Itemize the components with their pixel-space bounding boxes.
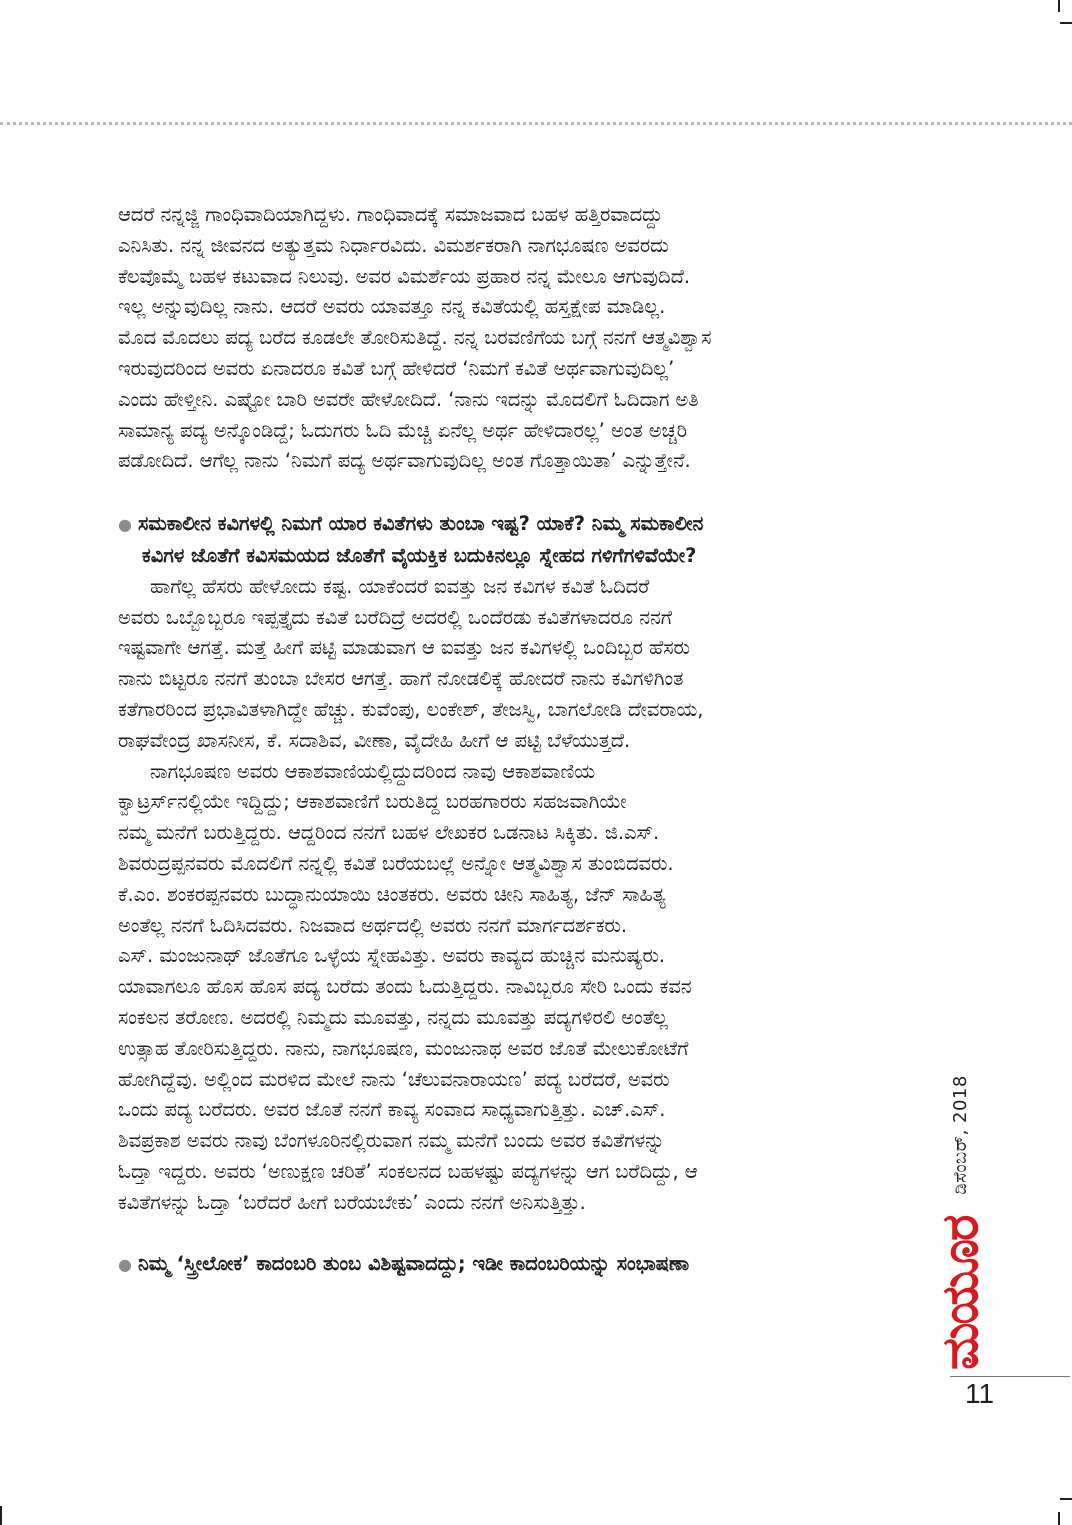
text-line: ರಾಘವೇಂದ್ರ ಖಾಸನೀಸ, ಕೆ. ಸದಾಶಿವ, ವೀಣಾ, ವೈದೇಹಿ ಹೀಗೆ ಆ ಪಟ್ಟಿ ಬೆಳೆಯುತ್ತದೆ. [118, 728, 631, 752]
text-line: ಕೆಲವೊಮ್ಮೆ ಬಹಳ ಕಟುವಾದ ನಿಲುವು. ಅವರ ವಿಮರ್ಶೆಯ ಪ್ರಹಾರ ನನ್ನ ಮೇಲೂ ಆಗುವುದಿದೆ. [118, 264, 691, 288]
crop-mark-bottom [1058, 1512, 1060, 1525]
text-line: ಶಿವಪ್ರಕಾಶ ಅವರು ನಾವು ಬೆಂಗಳೂರಿನಲ್ಲಿರುವಾಗ ನಮ್ಮ ಮನೆಗೆ ಬಂದು ಅವರ ಕವಿತೆಗಳನ್ನು [118, 1129, 665, 1153]
text-line: ಒಂದು ಪದ್ಯ ಬರೆದರು. ಅವರ ಜೊತೆ ನನಗೆ ಕಾವ್ಯ ಸಂವಾದ ಸಾಧ್ಯವಾಗುತ್ತಿತ್ತು. ಎಚ್.ಎಸ್. [118, 1098, 666, 1122]
answer-1b [118, 757, 918, 1219]
answer-1a [118, 572, 918, 757]
text-line: ಎಸ್. ಮಂಜುನಾಥ್ ಜೊತೆಗೂ ಒಳ್ಳೆಯ ಸ್ನೇಹವಿತ್ತು. ಅವರು ಕಾವ್ಯದ ಹುಚ್ಚಿನ ಮನುಷ್ಯರು. [118, 944, 666, 968]
text-line: ಸಂಕಲನ ತರೋಣ. ಅದರಲ್ಲಿ ನಿಮ್ಮದು ಮೂವತ್ತು, ನನ್ನದು ಮೂವತ್ತು ಪದ್ಯಗಳಿರಲಿ ಅಂತೆಲ್ಲ [118, 1005, 668, 1029]
text-line: ಹೋಗಿದ್ದೆವು. ಅಲ್ಲಿಂದ ಮರಳಿದ ಮೇಲೆ ನಾನು ‘ಚೆಲುವನಾರಾಯಣ’ ಪದ್ಯ ಬರೆದರೆ, ಅವರು [118, 1067, 670, 1091]
spacer [118, 1219, 918, 1249]
text-line: ಉತ್ಸಾಹ ತೋರಿಸುತ್ತಿದ್ದರು. ನಾನು, ನಾಗಭೂಷಣ, ಮಂಜುನಾಥ ಅವರ ಜೊತೆ ಮೇಲುಕೋಟೆಗೆ [118, 1036, 689, 1060]
question-1 [118, 509, 918, 572]
text-line: ಅವರು ಒಬ್ಬೊಬ್ಬರೂ ಇಪ್ಪತ್ತೈದು ಕವಿತೆ ಬರೆದಿದ್ರೆ ಅದರಲ್ಲಿ ಒಂದೆರಡು ಕವಿತೆಗಳಾದರೂ ನನಗೆ [118, 605, 673, 629]
text-line: ಎಂದು ಹೇಳ್ತೀನಿ. ಎಷ್ಟೋ ಬಾರಿ ಅವರೇ ಹೇಳೋದಿದೆ. ‘ನಾನು ಇದನ್ನು ಮೊದಲಿಗೆ ಓದಿದಾಗ ಅತಿ [118, 387, 699, 411]
issue-date: ಡಿಸೆಂಬರ್, 2018 [949, 1075, 971, 1195]
text-line: ನಾನು ಬಿಟ್ಟರೂ ನನಗೆ ತುಂಬಾ ಬೇಸರ ಆಗತ್ತೆ. ಹಾಗೆ ನೋಡಲಿಕ್ಕೆ ಹೋದರೆ ನಾನು ಕವಿಗಳಿಗಿಂತ [118, 667, 684, 691]
text-line: ಕತೆಗಾರರಿಂದ ಪ್ರಭಾವಿತಳಾಗಿದ್ದೇ ಹೆಚ್ಚು. ಕುವೆಂಪು, ಲಂಕೇಶ್, ತೇಜಸ್ವಿ, ಬಾಗಲೋಡಿ ದೇವರಾಯ, [118, 697, 704, 721]
text-line: ಕವಿತೆಗಳನ್ನು ಓದ್ತಾ ‘ಬರೆದರೆ ಹೀಗೆ ಬರೆಯಬೇಕು’ ಎಂದು ನನಗೆ ಅನಿಸುತ್ತಿತ್ತು. [118, 1190, 586, 1214]
question-2 [118, 1249, 918, 1281]
text-line: ಇಷ್ಟವಾಗೇ ಆಗತ್ತೆ. ಮತ್ತೆ ಹೀಗೆ ಪಟ್ಟಿ ಮಾಡುವಾಗ ಆ ಐವತ್ತು ಜನ ಕವಿಗಳಲ್ಲಿ ಒಂದಿಬ್ಬರ ಹೆಸರು [118, 636, 690, 660]
header-dotted-rule [0, 122, 1072, 125]
text-line: ಹಾಗೆಲ್ಲ ಹೆಸರು ಹೇಳೋದು ಕಷ್ಟ. ಯಾಕೆಂದರೆ ಐವತ್ತು ಜನ ಕವಿಗಳ ಕವಿತೆ ಓದಿದರೆ [150, 574, 650, 598]
text-line: ಕ್ವಾಟ್ರರ್ಸ್‌ನಲ್ಲಿಯೇ ಇದ್ದಿದ್ದು; ಆಕಾಶವಾಣಿಗೆ ಬರುತಿದ್ದ ಬರಹಗಾರರು ಸಹಜವಾಗಿಯೇ [118, 790, 627, 814]
text-line: ಎನಿಸಿತು. ನನ್ನ ಜೀವನದ ಅತ್ಯುತ್ತಮ ನಿರ್ಧಾರವಿದು. ವಿಮರ್ಶಕರಾಗಿ ನಾಗಭೂಷಣ ಅವರದು [118, 233, 669, 257]
magazine-masthead [931, 1075, 989, 1370]
bullet-icon: ● [118, 1254, 132, 1274]
crop-mark-top [1058, 0, 1060, 12]
bullet-icon: ● [118, 515, 132, 535]
text-line: ಸಾಮಾನ್ಯ ಪದ್ಯ ಅನ್ಕೊಂಡಿದ್ದೆ; ಓದುಗರು ಓದಿ ಮೆಚ್ಚಿ ಏನೆಲ್ಲ ಅರ್ಥ ಹೇಳಿದಾರಲ್ಲ’ ಅಂತ ಅಚ್ಚರಿ [118, 418, 687, 442]
text-line: ಇರುವುದರಿಂದ ಅವರು ಏನಾದರೂ ಕವಿತೆ ಬಗ್ಗೆ ಹೇಳಿದರೆ ‘ನಿಮಗೆ ಕವಿತೆ ಅರ್ಥವಾಗುವುದಿಲ್ಲ’ [118, 356, 675, 380]
crop-mark-left-bottom [0, 1506, 2, 1525]
crop-mark-right-bottom [1060, 1498, 1072, 1500]
magazine-logo: ಮಯೂರ [931, 1216, 989, 1370]
text-line: ಮೊದ ಮೊದಲು ಪದ್ಯ ಬರೆದ ಕೂಡಲೇ ತೋರಿಸುತಿದ್ದೆ. ನನ್ನ ಬರವಣಿಗೆಯ ಬಗ್ಗೆ ನನಗೆ ಆತ್ಮವಿಶ್ವಾಸ [118, 326, 712, 350]
text-line: ನಮ್ಮ ಮನೆಗೆ ಬರುತ್ತಿದ್ದರು. ಆದ್ದರಿಂದ ನನಗೆ ಬಹಳ ಲೇಖಕರ ಒಡನಾಟ ಸಿಕ್ಕಿತು. ಜಿ.ಎಸ್. [118, 821, 660, 845]
text-line: ಇಲ್ಲ ಅನ್ನುವುದಿಲ್ಲ ನಾನು. ಆದರೆ ಅವರು ಯಾವತ್ತೂ ನನ್ನ ಕವಿತೆಯಲ್ಲಿ ಹಸ್ತಕ್ಷೇಪ ಮಾಡಿಲ್ಲ. [118, 295, 666, 319]
text-line: ಅಂತೆಲ್ಲ ನನಗೆ ಓದಿಸಿದವರು. ನಿಜವಾದ ಅರ್ಥದಲ್ಲಿ ಅವರು ನನಗೆ ಮಾರ್ಗದರ್ಶಕರು. [118, 913, 628, 937]
page-number: 11 [965, 1378, 995, 1409]
paragraph-1 [118, 200, 918, 477]
text-line: ಆದರೆ ನನ್ನಜ್ಜಿ ಗಾಂಧಿವಾದಿಯಾಗಿದ್ದಳು. ಗಾಂಧಿವಾದಕ್ಕೆ ಸಮಾಜವಾದ ಬಹಳ ಹತ್ತಿರವಾದದ್ದು [118, 203, 663, 226]
article-body [118, 200, 918, 1280]
text-line: ಯಾವಾಗಲೂ ಹೊಸ ಹೊಸ ಪದ್ಯ ಬರೆದು ತಂದು ಓದುತ್ತಿದ್ದರು. ನಾವಿಬ್ಬರೂ ಸೇರಿ ಒಂದು ಕವನ [118, 975, 692, 999]
question-line: ಸಮಕಾಲೀನ ಕವಿಗಳಲ್ಲಿ ನಿಮಗೆ ಯಾರ ಕವಿತೆಗಳು ತುಂಬಾ ಇಷ್ಟ? ಯಾಕೆ? ನಿಮ್ಮ ಸಮಕಾಲೀನ [138, 512, 704, 536]
text-line: ಪಡೋದಿದೆ. ಆಗೆಲ್ಲ ನಾನು ‘ನಿಮಗೆ ಪದ್ಯ ಅರ್ಥವಾಗುವುದಿಲ್ಲ ಅಂತ ಗೊತ್ತಾಯಿತಾ’ ಎನ್ನುತ್ತೇನೆ. [118, 449, 691, 473]
crop-mark-right [1060, 22, 1072, 24]
question-line: ಕವಿಗಳ ಜೊತೆಗೆ ಕವಿಸಮಯದ ಜೊತೆಗೆ ವೈಯಕ್ತಿಕ ಬದುಕಿನಲ್ಲೂ ಸ್ನೇಹದ ಗಳಿಗೆಗಳಿವೆಯೇ? [142, 543, 697, 567]
text-line: ಓದ್ತಾ ಇದ್ದರು. ಅವರು ‘ಅಣುಕ್ಷಣ ಚರಿತೆ’ ಸಂಕಲನದ ಬಹಳಷ್ಟು ಪದ್ಯಗಳನ್ನು ಆಗ ಬರೆದಿದ್ದು, ಆ [118, 1159, 698, 1183]
question-line: ನಿಮ್ಮ ‘ಸ್ತ್ರೀಲೋಕ’ ಕಾದಂಬರಿ ತುಂಬ ವಿಶಿಷ್ಟವಾದದ್ದು; ಇಡೀ ಕಾದಂಬರಿಯನ್ನು ಸಂಭಾಷಣಾ [138, 1251, 690, 1275]
page-number-rule [950, 1376, 1070, 1377]
text-line: ನಾಗಭೂಷಣ ಅವರು ಆಕಾಶವಾಣಿಯಲ್ಲಿದ್ದುದರಿಂದ ನಾವು ಆಕಾಶವಾಣಿಯ [150, 759, 595, 783]
spacer [118, 477, 918, 509]
text-line: ಶಿವರುದ್ರಪ್ಪನವರು ಮೊದಲಿಗೆ ನನ್ನಲ್ಲಿ ಕವಿತೆ ಬರೆಯಬಲ್ಲೆ ಅನ್ನೋ ಆತ್ಮವಿಶ್ವಾಸ ತುಂಬಿದವರು. [118, 851, 674, 875]
text-line: ಕೆ.ಎಂ. ಶಂಕರಪ್ಪನವರು ಬುದ್ಧಾನುಯಾಯಿ ಚಿಂತಕರು. ಅವರು ಚೀನಿ ಸಾಹಿತ್ಯ, ಜೆನ್ ಸಾಹಿತ್ಯ [118, 882, 666, 906]
